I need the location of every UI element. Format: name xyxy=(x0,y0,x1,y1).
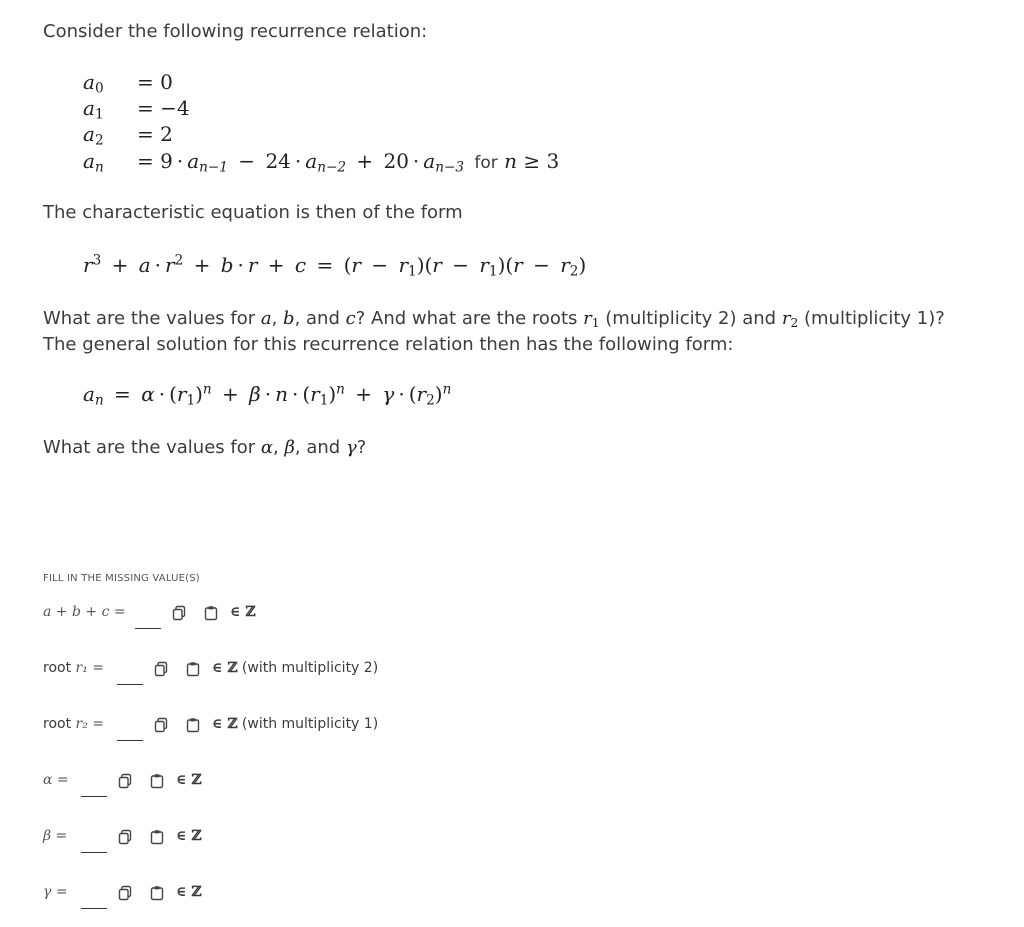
integer-set-symbol: ∈ ℤ xyxy=(212,660,238,676)
paste-icon[interactable] xyxy=(150,829,164,845)
question-values-roots: What are the values for a, b, and c? And what are the roots $r_1$ (multiplicity 2) and $r_2$ (multiplicity 1)? xyxy=(43,308,945,331)
question-alpha-beta-gamma: What are the values for α, β, and γ? xyxy=(43,437,367,458)
root-r1-label-math: r₁ = xyxy=(75,660,105,676)
paste-icon[interactable] xyxy=(150,885,164,901)
gamma-label-math: γ = xyxy=(43,884,68,900)
sum-abc-label-math: a + b + c = xyxy=(43,604,126,620)
alpha-label xyxy=(43,772,69,788)
integer-set-symbol: ∈ ℤ xyxy=(230,604,256,620)
root-r1-set-label xyxy=(212,660,378,676)
root-r2-label-text: root xyxy=(43,716,76,732)
sum-abc-input[interactable] xyxy=(135,608,161,629)
copy-icon[interactable] xyxy=(172,605,186,621)
copy-icon[interactable] xyxy=(154,661,168,677)
beta-input[interactable] xyxy=(81,832,107,853)
intro-text: Consider the following recurrence relation: xyxy=(43,21,428,42)
integer-set-symbol: ∈ ℤ xyxy=(176,884,202,900)
integer-set-symbol: ∈ ℤ xyxy=(212,716,238,732)
root-r2-label xyxy=(43,716,104,732)
root-r1-multiplicity-note: (with multiplicity 2) xyxy=(237,660,379,676)
integer-set-symbol: ∈ ℤ xyxy=(176,828,202,844)
alpha-set-label xyxy=(176,772,201,788)
copy-icon[interactable] xyxy=(118,773,132,789)
root-r2-label-math: r₂ = xyxy=(75,716,105,732)
general-solution-equation: $a_n = \alpha \cdot (r_1)^n + \beta \cdot n \cdot (r_1)^n + \gamma \cdot (r_2)^n$ xyxy=(83,381,452,409)
alpha-label-math: α = xyxy=(43,772,69,788)
paste-icon[interactable] xyxy=(204,605,218,621)
root-r1-label xyxy=(43,660,104,676)
characteristic-equation: $r^3 + a \cdot r^2 + b \cdot r + c = (r - r_1)(r - r_1)(r - r_2)$ xyxy=(83,252,587,280)
gamma-label xyxy=(43,884,68,900)
gamma-set-label xyxy=(176,884,201,900)
copy-icon[interactable] xyxy=(118,885,132,901)
alpha-input[interactable] xyxy=(81,776,107,797)
paste-icon[interactable] xyxy=(186,661,200,677)
char-intro-text: The characteristic equation is then of the form xyxy=(43,202,463,223)
integer-set-symbol: ∈ ℤ xyxy=(176,772,202,788)
paste-icon[interactable] xyxy=(150,773,164,789)
root-r2-set-label xyxy=(212,716,378,732)
root-r2-multiplicity-note: (with multiplicity 1) xyxy=(237,716,379,732)
root-r1-input[interactable] xyxy=(117,664,143,685)
paste-icon[interactable] xyxy=(186,717,200,733)
form-title: FILL IN THE MISSING VALUE(S) xyxy=(43,573,200,584)
root-r2-input[interactable] xyxy=(117,720,143,741)
sum-abc-label xyxy=(43,604,126,620)
general-solution-intro: The general solution for this recurrence relation then has the following form: xyxy=(43,334,734,355)
gamma-input[interactable] xyxy=(81,888,107,909)
copy-icon[interactable] xyxy=(118,829,132,845)
beta-set-label xyxy=(176,828,201,844)
beta-label xyxy=(43,828,67,844)
copy-icon[interactable] xyxy=(154,717,168,733)
root-r1-label-text: root xyxy=(43,660,76,676)
beta-label-math: β = xyxy=(43,828,68,844)
sum-abc-set-label xyxy=(230,604,255,620)
